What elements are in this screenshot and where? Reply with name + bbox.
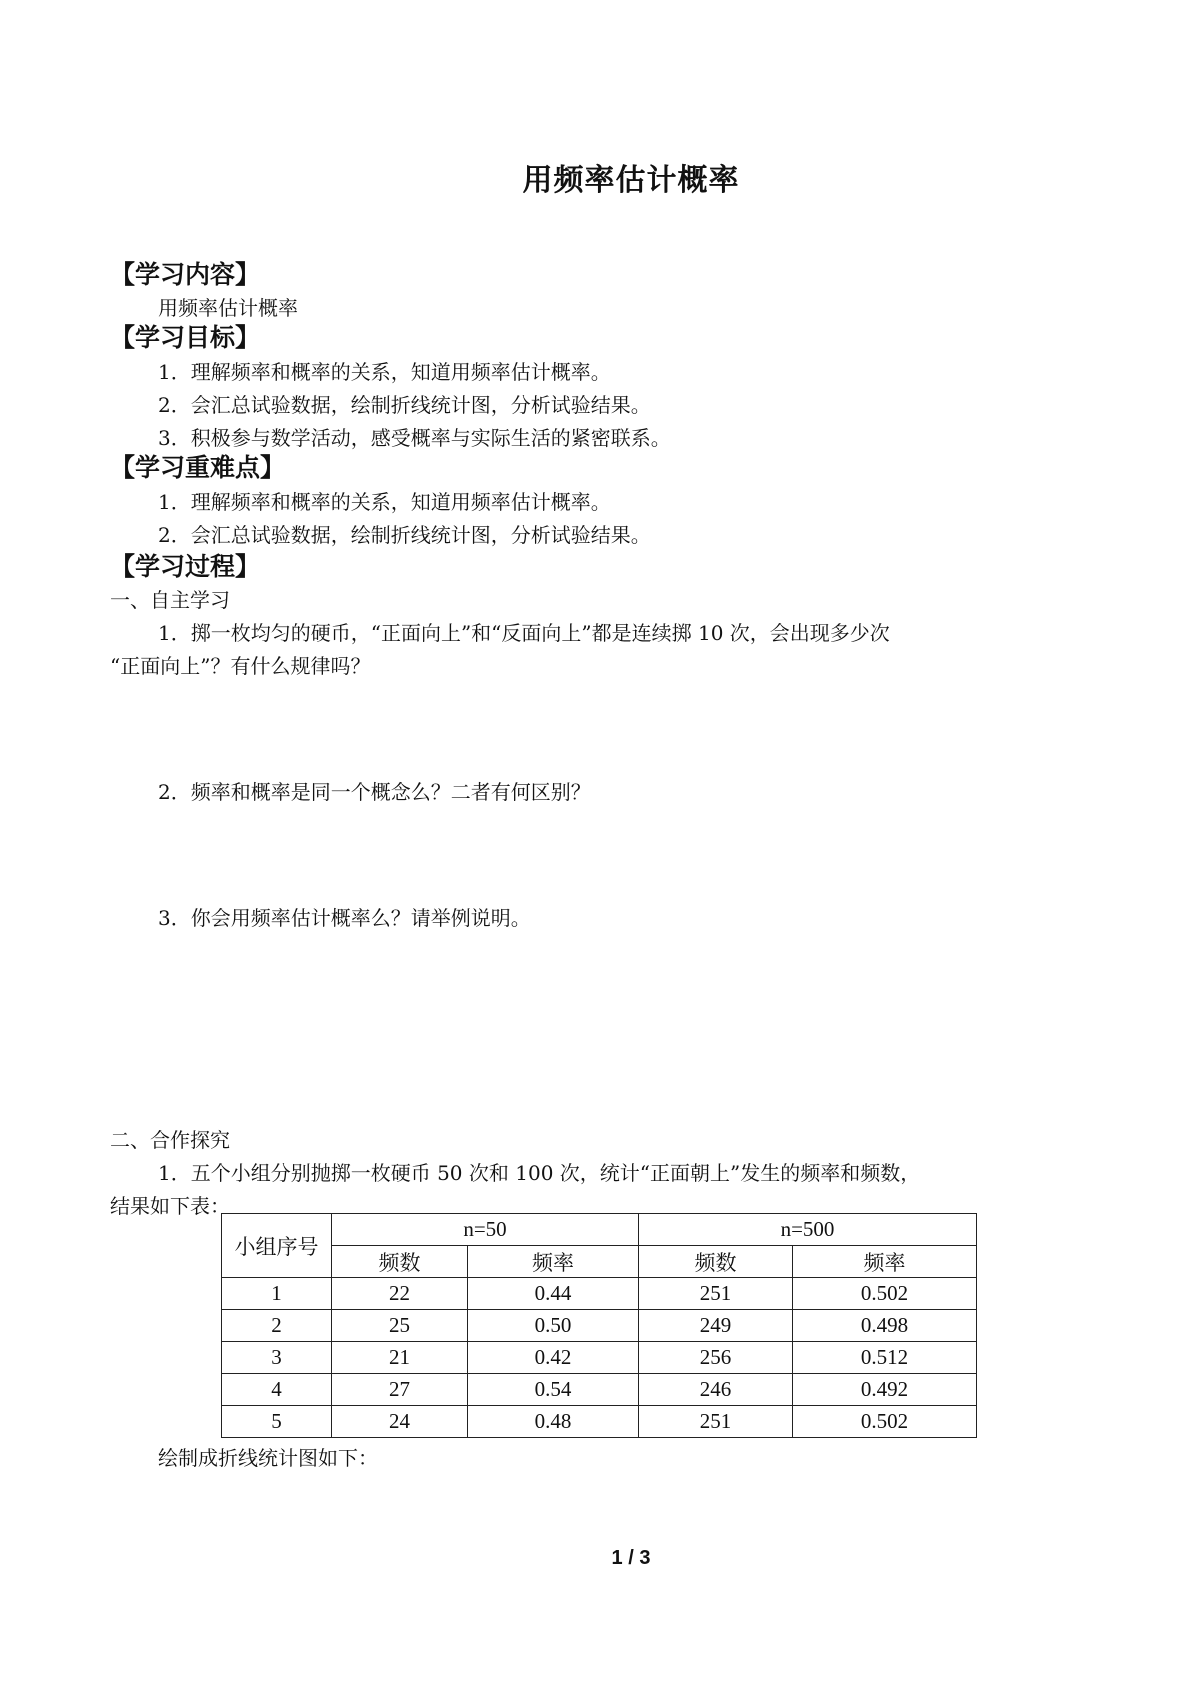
part1-question-1-line-2: “正面向上”？有什么规律吗？	[110, 654, 371, 678]
part2-question-1-line-1: 1．五个小组分别抛掷一枚硬币 50 次和 100 次，统计“正面朝上”发生的频率和频数，	[158, 1161, 921, 1185]
table-row	[222, 1342, 977, 1374]
table-cell: 251	[639, 1406, 793, 1438]
table-row	[222, 1406, 977, 1438]
table-row	[222, 1310, 977, 1342]
table-subheader: 频率	[468, 1246, 639, 1278]
table-cell: 0.48	[468, 1406, 639, 1438]
section-heading-goals: 【学习目标】	[110, 323, 261, 352]
content-text: 用频率估计概率	[158, 296, 298, 320]
section-heading-content: 【学习内容】	[110, 260, 261, 289]
table-subheader: 频数	[332, 1246, 468, 1278]
section-heading-process: 【学习过程】	[110, 552, 261, 581]
goal-item: 1．理解频率和概率的关系，知道用频率估计概率。	[158, 360, 611, 384]
table-cell: 0.50	[468, 1310, 639, 1342]
table-cell: 0.512	[793, 1342, 977, 1374]
table-cell: 5	[222, 1406, 332, 1438]
table-cell: 27	[332, 1374, 468, 1406]
coin-toss-table	[221, 1213, 977, 1438]
table-cell: 249	[639, 1310, 793, 1342]
key-point-item: 2．会汇总试验数据，绘制折线统计图，分析试验结果。	[158, 523, 651, 547]
table-cell: 2	[222, 1310, 332, 1342]
table-header-n50: n=50	[332, 1214, 639, 1246]
table-cell: 0.502	[793, 1406, 977, 1438]
part1-heading: 一、自主学习	[110, 588, 230, 612]
table-header-row	[222, 1214, 977, 1246]
table-header-group: 小组序号	[222, 1214, 332, 1278]
table-cell: 0.492	[793, 1374, 977, 1406]
table-cell: 256	[639, 1342, 793, 1374]
table-cell: 0.42	[468, 1342, 639, 1374]
part1-question-1-line-1: 1．掷一枚均匀的硬币，“正面向上”和“反面向上”都是连续掷 10 次，会出现多少次	[158, 621, 890, 645]
table-row	[222, 1374, 977, 1406]
table-cell: 251	[639, 1278, 793, 1310]
part2-question-1-line-2: 结果如下表：	[110, 1194, 230, 1218]
part1-question-2: 2．频率和概率是同一个概念么？二者有何区别？	[158, 780, 591, 804]
part2-heading: 二、合作探究	[110, 1128, 230, 1152]
page-title: 用频率估计概率	[522, 163, 740, 198]
table-cell: 246	[639, 1374, 793, 1406]
table-cell: 22	[332, 1278, 468, 1310]
table-cell: 21	[332, 1342, 468, 1374]
table-cell: 1	[222, 1278, 332, 1310]
section-heading-key-points: 【学习重难点】	[110, 453, 286, 482]
table-subheader: 频率	[793, 1246, 977, 1278]
part1-question-3: 3．你会用频率估计概率么？请举例说明。	[158, 906, 531, 930]
goal-item: 3．积极参与数学活动，感受概率与实际生活的紧密联系。	[158, 426, 671, 450]
table-cell: 25	[332, 1310, 468, 1342]
table-cell: 4	[222, 1374, 332, 1406]
table-subheader: 频数	[639, 1246, 793, 1278]
key-point-item: 1．理解频率和概率的关系，知道用频率估计概率。	[158, 490, 611, 514]
table-cell: 24	[332, 1406, 468, 1438]
table-cell: 0.502	[793, 1278, 977, 1310]
table-header-n500: n=500	[639, 1214, 977, 1246]
table-row	[222, 1278, 977, 1310]
page-number: 1 / 3	[611, 1547, 651, 1569]
table-cell: 0.54	[468, 1374, 639, 1406]
table-cell: 0.498	[793, 1310, 977, 1342]
table-subheader-row	[222, 1246, 977, 1278]
after-table-text: 绘制成折线统计图如下：	[158, 1446, 378, 1470]
goal-item: 2．会汇总试验数据，绘制折线统计图，分析试验结果。	[158, 393, 651, 417]
table-cell: 3	[222, 1342, 332, 1374]
table-cell: 0.44	[468, 1278, 639, 1310]
